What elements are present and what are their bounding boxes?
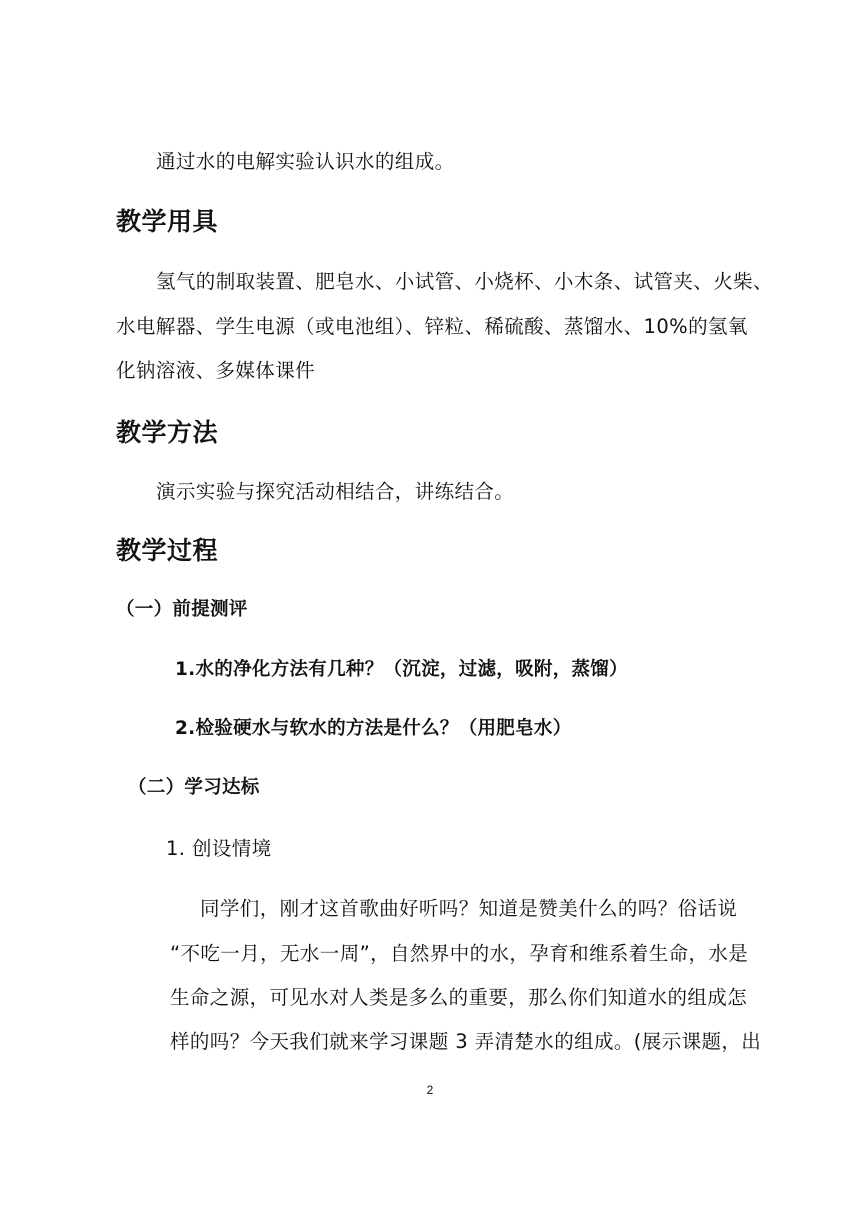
learning-item-1: 1. 创设情境: [166, 837, 272, 860]
tools-text-line-1: 氢气的制取装置、肥皂水、小试管、小烧杯、小木条、试管夹、火柴、: [156, 270, 773, 293]
intro-text: 通过水的电解实验认识水的组成。: [156, 150, 455, 173]
section-heading-tools: 教学用具: [116, 207, 219, 236]
subsection-title-learning: （二）学习达标: [128, 777, 260, 798]
tools-text-line-2: 水电解器、学生电源（或电池组）、锌粒、稀硫酸、蒸馏水、10%的氢氧: [116, 315, 748, 338]
paragraph-line-2: “不吃一月，无水一周”，自然界中的水，孕育和维系着生命，水是: [170, 942, 749, 965]
paragraph-line-4: 样的吗？今天我们就来学习课题 3 弄清楚水的组成。(展示课题，出: [170, 1030, 762, 1053]
tools-text-line-3: 化钠溶液、多媒体课件: [116, 359, 316, 382]
methods-text: 演示实验与探究活动相结合，讲练结合。: [156, 480, 515, 503]
page-number: 2: [426, 1083, 434, 1097]
section-heading-process: 教学过程: [116, 536, 219, 565]
prereq-question-1: 1.水的净化方法有几种？（沉淀，过滤，吸附，蒸馏）: [175, 659, 628, 680]
paragraph-line-3: 生命之源，可见水对人类是多么的重要，那么你们知道水的组成怎: [170, 986, 748, 1009]
section-heading-methods: 教学方法: [116, 418, 219, 447]
subsection-title-prereq: （一）前提测评: [116, 599, 248, 620]
prereq-question-2: 2.检验硬水与软水的方法是什么？（用肥皂水）: [175, 718, 572, 739]
paragraph-line-1: 同学们，刚才这首歌曲好听吗？知道是赞美什么的吗？俗话说: [200, 897, 738, 920]
